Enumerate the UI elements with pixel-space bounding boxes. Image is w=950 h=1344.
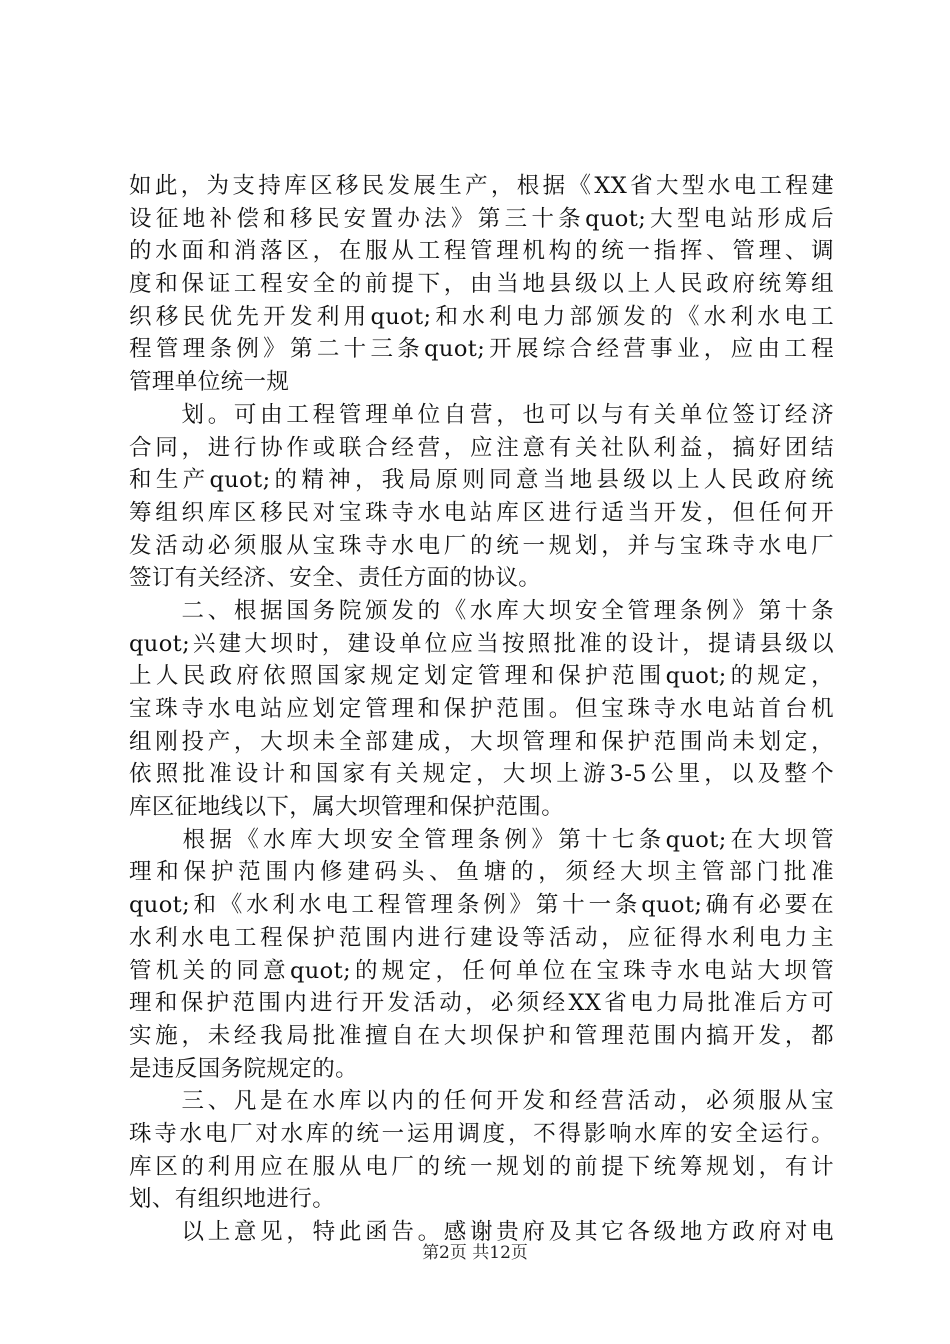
page-number-footer: 第2页 共12页 [422, 1243, 528, 1263]
text-line: 库区的利用应在服从电厂的统一规划的前提下统筹规划，有计 [129, 1153, 834, 1180]
text-line: 织移民优先开发利用quot;和水利电力部颁发的《水利水电工 [129, 303, 834, 330]
text-line: 筹组织库区移民对宝珠寺水电站库区进行适当开发，但任何开 [129, 499, 834, 526]
text-line: 程管理条例》第二十三条quot;开展综合经营事业，应由工程 [129, 336, 834, 363]
text-line: 划、有组织地进行。 [129, 1186, 336, 1213]
text-line: 设征地补偿和移民安置办法》第三十条quot;大型电站形成后 [129, 205, 834, 232]
text-line: 根据《水库大坝安全管理条例》第十七条quot;在大坝管 [129, 826, 834, 853]
text-line: 以上意见，特此函告。感谢贵府及其它各级地方政府对电 [129, 1219, 834, 1245]
text-line: 合同，进行协作或联合经营，应注意有关社队利益，搞好团结 [129, 434, 834, 461]
text-line: 管理单位统一规 [129, 369, 290, 396]
text-line: 度和保证工程安全的前提下，由当地县级以上人民政府统筹组 [129, 271, 834, 298]
text-line: 库区征地线以下，属大坝管理和保护范围。 [129, 794, 565, 821]
text-line: 理和保护范围内进行开发活动，必须经XX省电力局批准后方可 [129, 990, 834, 1017]
text-line: 宝珠寺水电站应划定管理和保护范围。但宝珠寺水电站首台机 [129, 696, 834, 722]
text-line: quot;兴建大坝时，建设单位应当按照批准的设计，提请县级以 [129, 630, 834, 657]
text-line: quot;和《水利水电工程管理条例》第十一条quot;确有必要在 [129, 892, 834, 919]
text-line: 三、凡是在水库以内的任何开发和经营活动，必须服从宝 [129, 1088, 834, 1115]
text-line: 上人民政府依照国家规定划定管理和保护范围quot;的规定， [129, 663, 834, 690]
text-line: 组刚投产，大坝未全部建成，大坝管理和保护范围尚未划定， [129, 728, 834, 755]
text-line: 实施，未经我局批准擅自在大坝保护和管理范围内搞开发，都 [129, 1022, 834, 1049]
text-line: 依照批准设计和国家有关规定，大坝上游3-5公里，以及整个 [129, 761, 834, 788]
text-line: 的水面和消落区，在服从工程管理机构的统一指挥、管理、调 [129, 238, 834, 265]
text-line: 是违反国务院规定的。 [129, 1055, 359, 1082]
text-line: 如此，为支持库区移民发展生产，根据《XX省大型水电工程建 [129, 173, 834, 199]
document-body [129, 170, 834, 1249]
text-line: 和生产quot;的精神，我局原则同意当地县级以上人民政府统 [129, 467, 834, 494]
text-line: 发活动必须服从宝珠寺水电厂的统一规划，并与宝珠寺水电厂 [129, 532, 834, 559]
text-line: 理和保护范围内修建码头、鱼塘的，须经大坝主管部门批准 [129, 859, 834, 886]
text-line: 二、根据国务院颁发的《水库大坝安全管理条例》第十条 [129, 597, 834, 624]
text-line: 划。可由工程管理单位自营，也可以与有关单位签订经济 [129, 401, 834, 428]
text-line: 珠寺水电厂对水库的统一运用调度，不得影响水库的安全运行。 [129, 1120, 834, 1147]
text-line: 水利水电工程保护范围内进行建设等活动，应征得水利电力主 [129, 924, 834, 951]
text-line: 签订有关经济、安全、责任方面的协议。 [129, 565, 542, 592]
text-line: 管机关的同意quot;的规定，任何单位在宝珠寺水电站大坝管 [129, 957, 834, 984]
